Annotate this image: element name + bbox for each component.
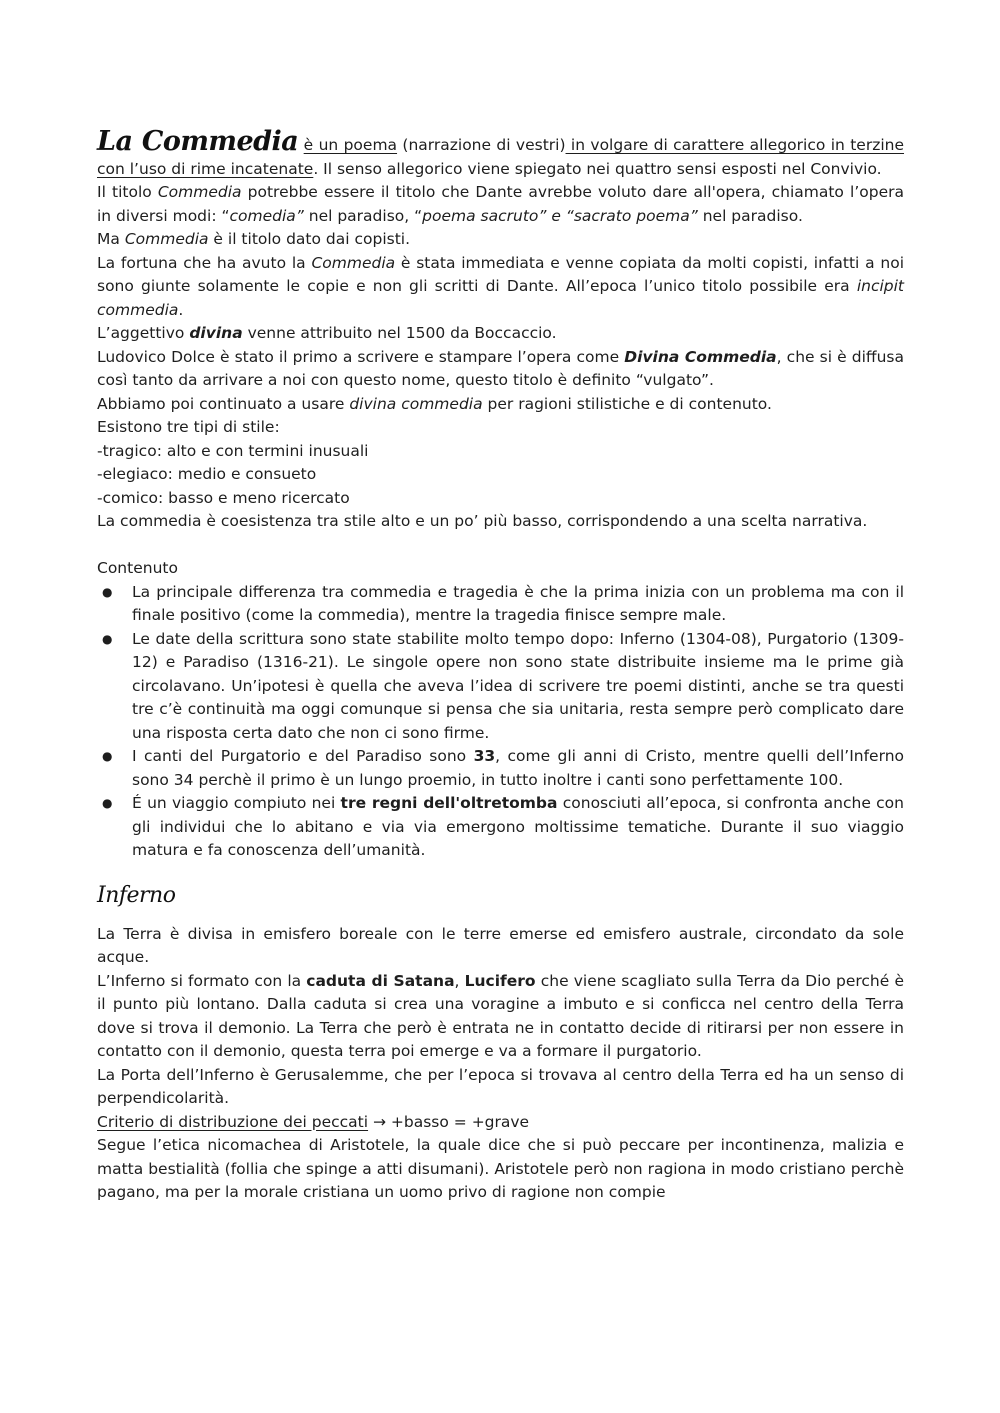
text-span: nel paradiso, “ [303, 206, 423, 225]
title-paragraph [97, 181, 904, 228]
list-item-text: conosciuti all’epoca, si confronta anche con gli individui che lo abitano e via via emergono moltissime tematiche. Durante il suo viaggio matura e fa conoscenza dell’umanità. [132, 794, 904, 859]
style-tragic: -tragico: alto e con termini inusuali [97, 441, 369, 460]
text-span: è stata immediata e venne copiata da molti copisti, infatti a noi sono giunte solamente le copie e non gli scritti di Dante. All’epoca l’unico titolo possibile era [97, 253, 904, 295]
list-item-text: La principale differenza tra commedia e tragedia è che la prima inizia con un problema ma con il finale positivo (come la commedia), mentre la tragedia finisce sempre male. [132, 582, 904, 624]
text-span: venne attribuito nel 1500 da Boccaccio. [242, 324, 557, 342]
text-span: Il titolo [97, 183, 158, 201]
list-item [97, 792, 904, 863]
blank-line [97, 534, 904, 558]
fortune-paragraph [97, 252, 904, 323]
underlined-text: Criterio di distribuzione dei peccati [97, 1112, 369, 1131]
text-span: . [178, 300, 184, 319]
satan-paragraph [97, 970, 904, 1064]
underlined-text: è un poema [303, 136, 398, 154]
bold-text: Lucifero [464, 971, 536, 990]
text-span: Ma [97, 230, 125, 248]
inferno-heading-text: Inferno [97, 882, 176, 908]
bold-italic-text: divina [189, 324, 243, 342]
document-body [97, 128, 904, 1205]
text-span: L’aggettivo [97, 324, 190, 342]
criterion-paragraph [97, 1111, 904, 1135]
list-item [97, 628, 904, 746]
text-span: (narrazione di vestri) [397, 136, 566, 154]
italic-text: Commedia [157, 183, 242, 201]
intro-paragraph [97, 126, 905, 181]
text-span: → +basso = +grave [368, 1112, 530, 1131]
italic-text: comedia” [229, 206, 304, 225]
text-span: è il titolo dato dai copisti. [208, 230, 411, 248]
gate-paragraph: La Porta dell’Inferno è Gerusalemme, che per l’epoca si trovava al centro della Terra ed ha un senso di perpendicolarità. [97, 1065, 904, 1107]
text-span: , che si è diffusa così tanto da arrivare a noi con questo nome, questo titolo è definito “vulgato”. [97, 347, 904, 389]
list-item-text: É un viaggio compiuto nei [132, 794, 341, 812]
styles-intro: Esistono tre tipi di stile: [97, 418, 280, 436]
style-elegiac: -elegiaco: medio e consueto [97, 465, 317, 483]
text-span: , [454, 971, 465, 990]
style-comic: -comico: basso e meno ricercato [97, 488, 350, 507]
dolce-paragraph [97, 346, 904, 393]
text-span: che viene scagliato sulla Terra da Dio perché è il punto più lontano. Dalla caduta si crea una voragine a imbuto e si conficca nel centro della Terra dove si trova il demonio. La Terra che però è entrata ne in contatto decide di ritirarsi per non essere in contatto con il demonio, questa terra poi emerge e va a formare il purgatorio. [97, 971, 904, 1060]
italic-text: incipit commedia [97, 277, 904, 319]
earth-paragraph: La Terra è divisa in emisfero boreale con le terre emerse ed emisfero australe, circondato da sole acque. [97, 924, 904, 966]
text-span: . Il senso allegorico viene spiegato nei quattro sensi esposti nel Convivio. [313, 159, 882, 178]
text-span: potrebbe essere il titolo che Dante avrebbe voluto dare all'opera, chiamato l’opera in diversi modi: “ [97, 183, 904, 225]
italic-text: Commedia [311, 253, 396, 272]
bold-text: 33 [473, 747, 496, 765]
list-item-text: I canti del Purgatorio e del Paradiso sono [132, 747, 474, 765]
copyists-paragraph [97, 228, 904, 252]
list-item [97, 745, 904, 792]
document-title: La Commedia [97, 126, 299, 157]
contenuto-list [97, 581, 904, 863]
ethics-paragraph: Segue l’etica nicomachea di Aristotele, la quale dice che si può peccare per incontinenza, malizia e matta bestialità (follia che spinge a atti disumani). Aristotele però non ragiona in modo cristiano perchè pagano, ma per la morale cristiana un uomo privo di ragione non compie [97, 1136, 904, 1201]
list-item-text: Le date della scrittura sono state stabilite molto tempo dopo: Inferno (1304-08), Purgatorio (1309-12) e Paradiso (1316-21). Le singole opere non sono state distribuite insieme ma le prime già circolavano. Un’ipotesi è quella che aveva l’idea di scrivere tre poemi distinti, anche se tra questi tre c’è continuità ma oggi comunque si pensa che sia unitaria, resta sempre però complicato dare una risposta certa dato che non ci sono firme. [132, 629, 904, 742]
usage-paragraph [97, 393, 904, 417]
underlined-text: in volgare di carattere allegorico in terzine con l’uso di rime incatenate [97, 136, 905, 178]
text-span: Abbiamo poi continuato a usare [97, 394, 350, 413]
bold-italic-text: Divina Commedia [624, 347, 777, 366]
text-span: Ludovico Dolce è stato il primo a scrivere e stampare l’opera come [97, 347, 625, 366]
text-span: per ragioni stilistiche e di contenuto. [482, 394, 772, 413]
text-span: L’Inferno si formato con la [97, 971, 307, 990]
list-item-text: , come gli anni di Cristo, mentre quelli dell’Inferno sono 34 perchè il primo è un lungo proemio, in tutto inoltre i canti sono perfettamente 100. [132, 747, 904, 789]
italic-text: Commedia [124, 230, 209, 248]
styles-conclusion: La commedia è coesistenza tra stile alto e un po’ più basso, corrispondendo a una scelta narrativa. [97, 512, 868, 530]
text-span: La fortuna che ha avuto la [97, 253, 312, 272]
inferno-heading [97, 879, 904, 913]
italic-text: poema sacruto” e “sacrato poema” [422, 206, 698, 225]
italic-text: divina commedia [349, 394, 483, 413]
contenuto-heading: Contenuto [97, 559, 178, 577]
text-span: nel paradiso. [697, 206, 803, 225]
list-item [97, 581, 904, 628]
bold-text: caduta di Satana [306, 971, 455, 990]
adjective-paragraph [97, 322, 904, 346]
bold-text: tre regni dell'oltretomba [340, 794, 558, 812]
